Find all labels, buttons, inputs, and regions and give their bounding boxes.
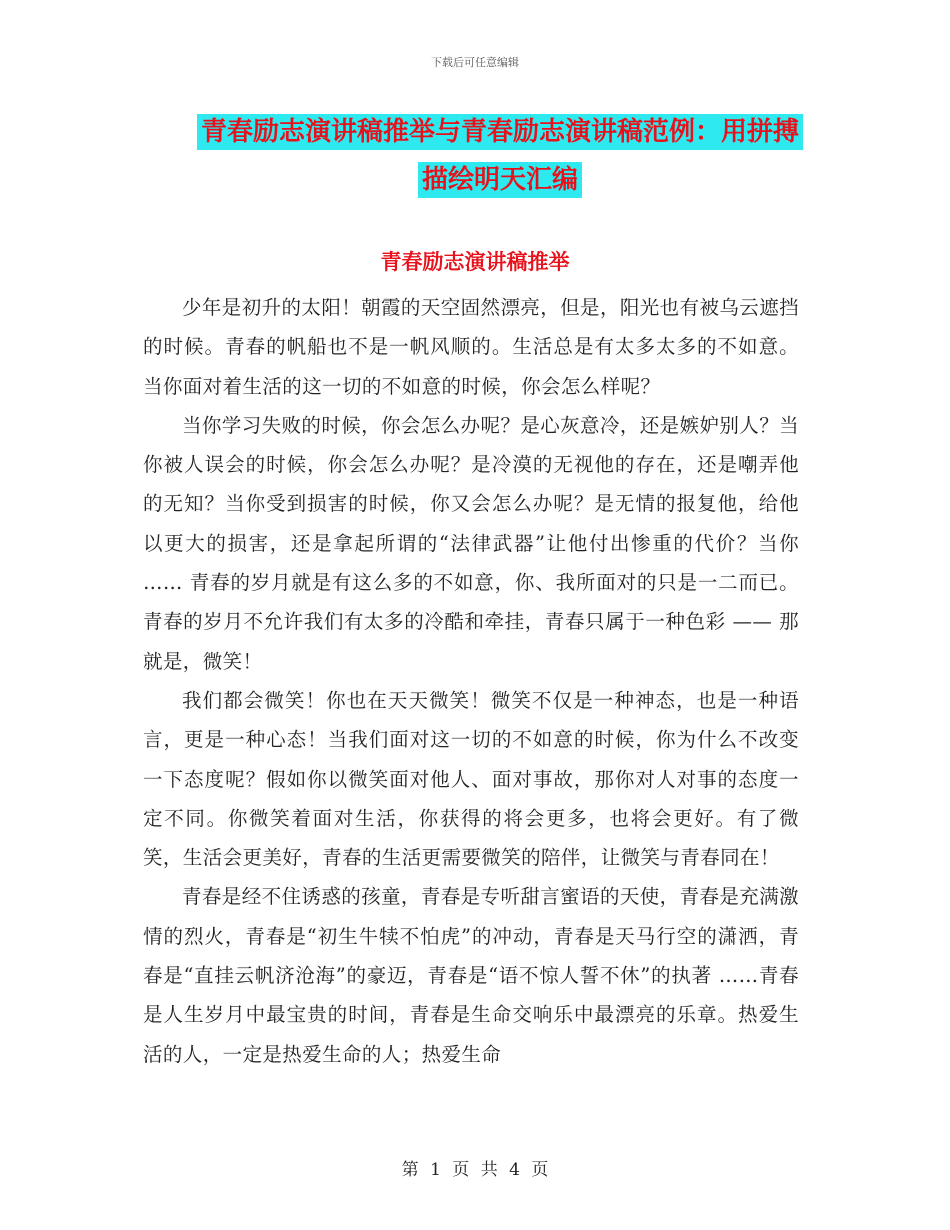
page-number-footer: 第 1 页 共 4 页 — [401, 1160, 549, 1180]
document-title-text: 青春励志演讲稿推举与青春励志演讲稿范例：用拼搏描绘明天汇编 — [197, 114, 803, 198]
body-paragraph-3: 我们都会微笑！你也在天天微笑！微笑不仅是一种神态，也是一种语言，更是一种心态！当我们面对这一切的不如意的时候，你为什么不改变一下态度呢？假如你以微笑面对他人、面对事故，那你对人对事的态度一定不同。你微笑着面对生活，你获得的将会更多，也将会更好。有了微笑，生活会更美好，青春的生活更需要微笑的陪伴，让微笑与青春同在！ — [143, 688, 799, 870]
page-header-note: 下载后可任意编辑 — [431, 56, 519, 69]
document-title — [190, 108, 810, 204]
document-body — [143, 288, 799, 1074]
body-paragraph-1: 少年是初升的太阳！朝霞的天空固然漂亮，但是，阳光也有被乌云遮挡的时候。青春的帆船也不是一帆风顺的。生活总是有太多太多的不如意。当你面对着生活的这一切的不如意的时候，你会怎么样呢？ — [143, 296, 799, 398]
body-paragraph-4: 青春是经不住诱惑的孩童，青春是专听甜言蜜语的天使，青春是充满激情的烈火，青春是“初生牛犊不怕虎”的冲动，青春是天马行空的潇洒，青春是“直挂云帆济沧海”的豪迈，青春是“语不惊人誓不休”的执著 ……青春是人生岁月中最宝贵的时间，青春是生命交响乐中最漂亮的乐章。热爱生活的人，一定是热爱生命的人；热爱生命 — [143, 885, 799, 1066]
body-paragraph-2: 当你学习失败的时候，你会怎么办呢？是心灰意冷，还是嫉妒别人？当你被人误会的时候，你会怎么办呢？是冷漠的无视他的存在，还是嘲弄他的无知？当你受到损害的时候，你又会怎么办呢？是无情的报复他，给他以更大的损害，还是拿起所谓的“法律武器”让他付出惨重的代价？当你 …… 青春的岁月就是有这么多的不如意，你、我所面对的只是一二而已。青春的岁月不允许我们有太多的冷酷和牵挂，青春只属于一种色彩 —— 那就是，微笑！ — [143, 413, 799, 673]
section-title: 青春励志演讲稿推举 — [380, 250, 570, 274]
